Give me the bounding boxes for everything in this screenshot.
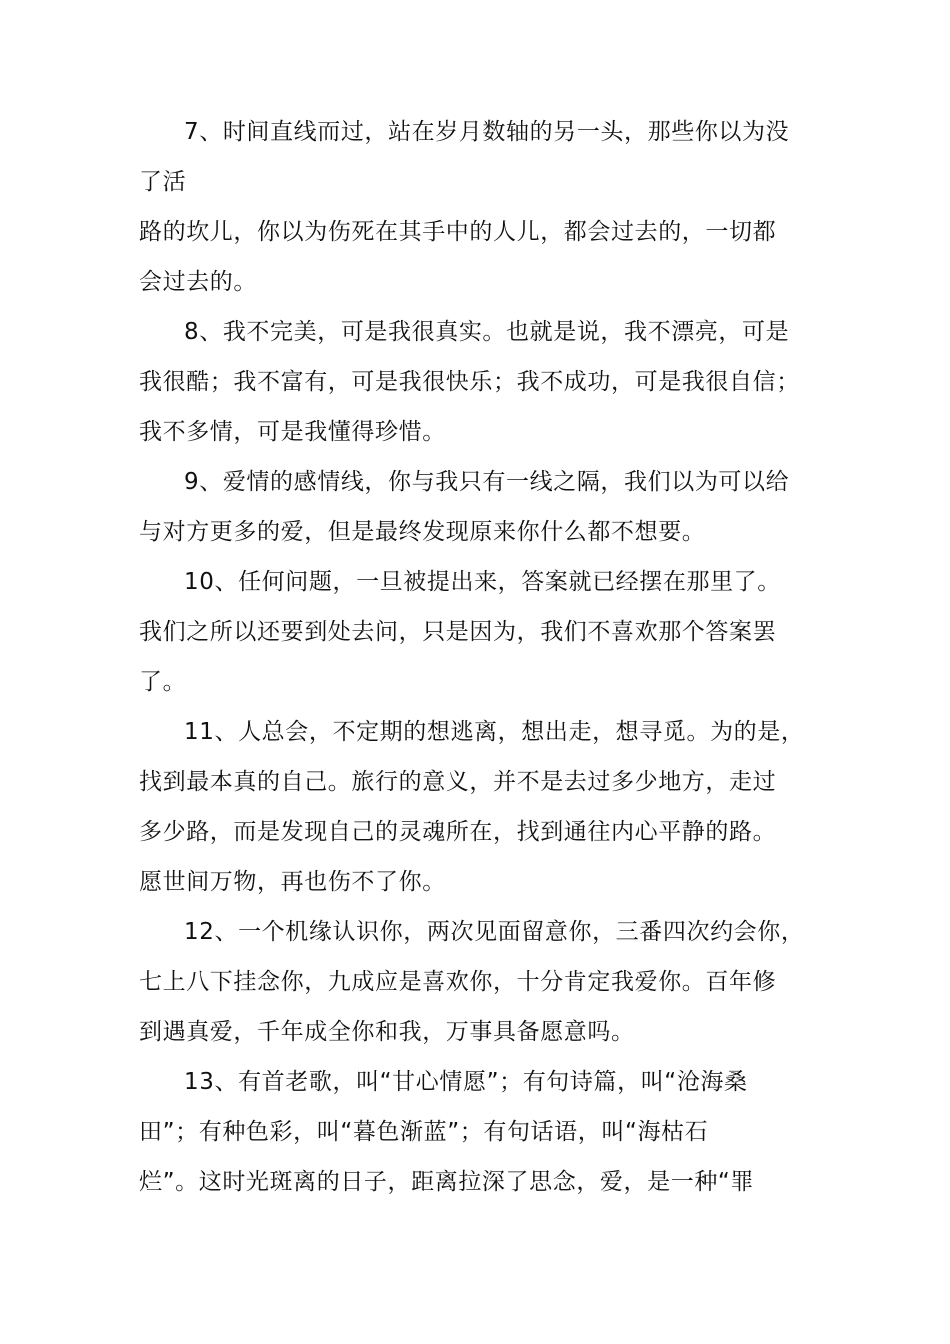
- text-line-item10-start: 10、任何问题，一旦被提出来，答案就已经摆在那里了。: [184, 569, 781, 595]
- text-line: 愿世间万物，再也伤不了你。: [139, 869, 446, 895]
- text-line: 了活: [139, 169, 187, 195]
- text-line: 到遇真爱，千年成全你和我，万事具备愿意吗。: [139, 1019, 635, 1045]
- text-line: 七上八下挂念你，九成应是喜欢你，十分肯定我爱你。百年修: [139, 969, 777, 995]
- text-line: 找到最本真的自己。旅行的意义，并不是去过多少地方，走过: [139, 769, 777, 795]
- text-line-item8-start: 8、我不完美，可是我很真实。也就是说，我不漂亮，可是: [184, 319, 790, 345]
- text-line-item12-start: 12、一个机缘认识你，两次见面留意你，三番四次约会你，: [184, 919, 805, 945]
- text-line: 田”；有种色彩，叫“暮色渐蓝”；有句话语，叫“海枯石: [139, 1119, 709, 1145]
- text-line: 了。: [139, 669, 187, 695]
- text-line: 我很酷；我不富有，可是我很快乐；我不成功，可是我很自信；: [139, 369, 800, 395]
- text-line: 与对方更多的爱，但是最终发现原来你什么都不想要。: [139, 519, 706, 545]
- text-line-item7-start: 7、时间直线而过，站在岁月数轴的另一头，那些你以为没: [184, 119, 790, 145]
- text-line: 会过去的。: [139, 269, 257, 295]
- text-line: 路的坎儿，你以为伤死在其手中的人儿，都会过去的，一切都: [139, 219, 777, 245]
- text-line-item11-start: 11、人总会，不定期的想逃离，想出走，想寻觅。为的是，: [184, 719, 805, 745]
- text-line: 多少路，而是发现自己的灵魂所在，找到通往内心平静的路。: [139, 819, 777, 845]
- text-line: 烂”。这时光斑离的日子，距离拉深了思念，爱，是一种“罪: [139, 1169, 755, 1195]
- text-line-item13-start: 13、有首老歌，叫“甘心情愿”；有句诗篇，叫“沧海桑: [184, 1069, 748, 1095]
- text-line: 我不多情，可是我懂得珍惜。: [139, 419, 446, 445]
- text-line-item9-start: 9、爱情的感情线，你与我只有一线之隔，我们以为可以给: [184, 469, 790, 495]
- text-line: 我们之所以还要到处去问，只是因为，我们不喜欢那个答案罢: [139, 619, 777, 645]
